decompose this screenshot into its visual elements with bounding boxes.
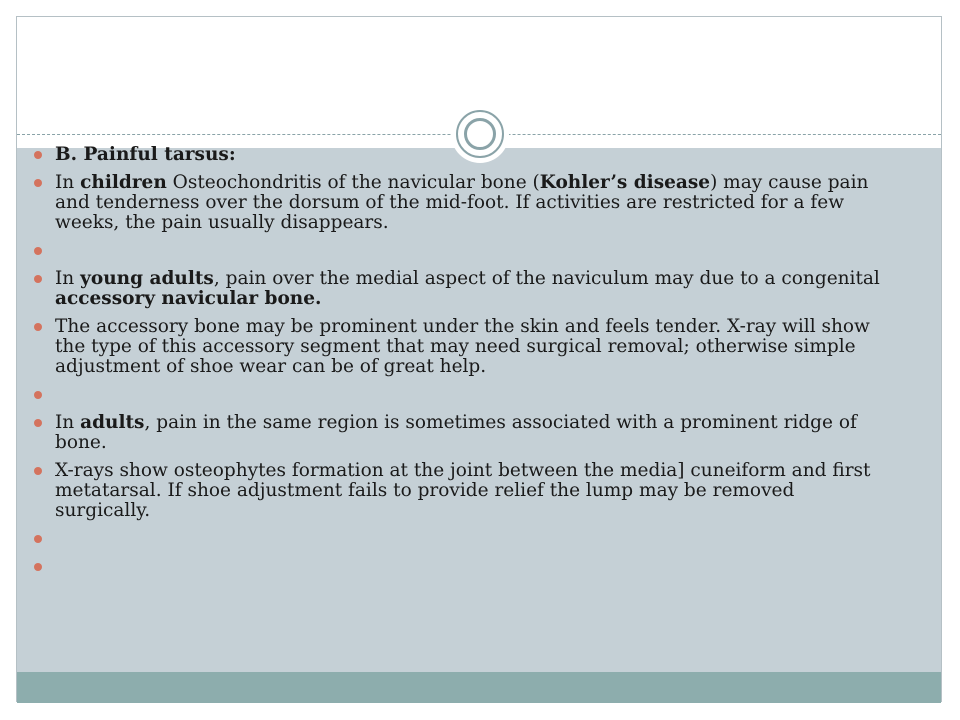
- bullet-item: [33, 557, 893, 577]
- footer-band: [17, 672, 941, 703]
- bold-text: Kohler’s disease: [539, 172, 711, 193]
- body-text: , pain over the medial aspect of the naviculum may due to a congenital: [213, 268, 880, 289]
- bold-text: adults: [80, 412, 145, 433]
- body-text: , pain in the same region is sometimes associated with a prominent ridge of bone.: [55, 412, 857, 453]
- bullet-dot-icon: [34, 467, 42, 475]
- bullet-list: [33, 145, 893, 585]
- bullet-item: [33, 145, 893, 165]
- body-text: X-rays show osteophytes formation at the joint between the media] cuneiform and first metatarsal. If shoe adjustment fails to provide relief the lump may be removed surgically.: [55, 460, 871, 521]
- bullet-item: [33, 461, 893, 521]
- bold-text: B. Painful tarsus:: [55, 144, 236, 165]
- bullet-item: [33, 269, 893, 309]
- bullet-dot-icon: [34, 179, 42, 187]
- bold-text: accessory navicular bone.: [55, 288, 322, 309]
- bullet-dot-icon: [34, 535, 42, 543]
- body-text: Osteochondritis of the navicular bone (: [166, 172, 540, 193]
- bold-text: children: [80, 172, 167, 193]
- bullet-item: [33, 241, 893, 261]
- body-text: In: [55, 172, 81, 193]
- bullet-dot-icon: [34, 151, 42, 159]
- bullet-dot-icon: [34, 275, 42, 283]
- body-text: In: [55, 412, 81, 433]
- bullet-item: [33, 529, 893, 549]
- bullet-dot-icon: [34, 323, 42, 331]
- bullet-dot-icon: [34, 391, 42, 399]
- bullet-dot-icon: [34, 419, 42, 427]
- bullet-item: [33, 385, 893, 405]
- body-text: In: [55, 268, 81, 289]
- body-text: The accessory bone may be prominent under the skin and feels tender. X-ray will show the type of this accessory segment that may need surgical removal; otherwise simple adjustment of shoe wear can be of great help.: [55, 316, 870, 377]
- bullet-item: [33, 413, 893, 453]
- body-text: ) may cause pain and tenderness over the dorsum of the mid-foot. If activities are restricted for a few weeks, the pain usually disappears.: [55, 172, 869, 233]
- bullet-dot-icon: [34, 563, 42, 571]
- bullet-item: [33, 317, 893, 377]
- bullet-dot-icon: [34, 247, 42, 255]
- bullet-item: [33, 173, 893, 233]
- bold-text: young adults: [80, 268, 214, 289]
